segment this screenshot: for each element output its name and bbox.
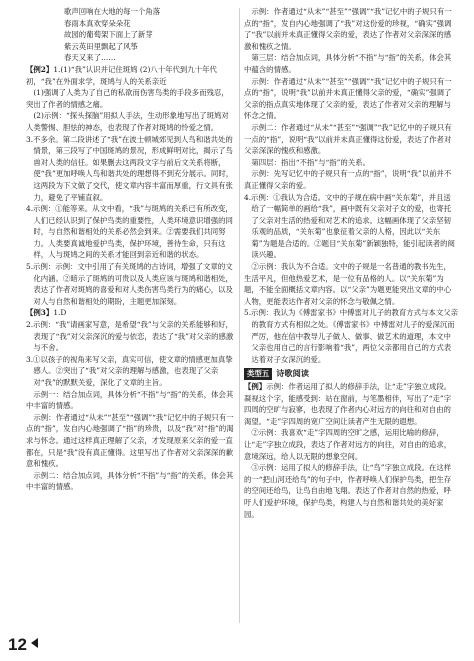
- answer-paragraph: 4.示例：①我认为合适。文中的子规在病中画“关东菊”，并且送给了一幅简单的画给“我”，画中既有父亲对子女的爱，也寄托了父亲对生活的热爱和对艺术的追求。这幅画体现了父亲坚韧乐观的品质，“关东菊”也象征着父亲的人格，因此以“关东菊”为题是合适的。②题目“关东菊”新颖独特，能引起读者的阅读兴趣。: [244, 192, 455, 260]
- example-2-tag: 【例2】: [26, 64, 54, 74]
- answer-paragraph: 示例：先写记忆中的子规只有一点的“指”，说明“我”以前并不真正懂得父亲的爱。: [244, 169, 452, 190]
- answer-paragraph: ③示例：运用了拟人的修辞手法，让“鸟”字独立成段。在这样的一“把山河还给鸟”的句子中，作者呼唤人们保护鸟类，把生存的空间还给鸟，让鸟自由地飞翔。表达了作者对自然的热爱，呼吁人们爱护环境，保护鸟类，构建人与自然和谐共处的美好家园。: [244, 463, 452, 519]
- answer-paragraph: 5.示例：我认为《傅雷家书》中傅雷对儿子的教育方式与本文父亲的教育方式有相似之处。《傅雷家书》中傅雷对儿子的爱深沉而严厉，他在信中教导儿子做人、做事、做艺术的道理，本文中父亲也用自己的言行影响着“我”，两位父亲都用自己的方式表达着对子女深沉的爱。: [244, 308, 458, 364]
- column-divider: [239, 8, 240, 623]
- right-column: [244, 6, 458, 520]
- answer-paragraph: 示例：作者通过“从未”“甚至”“强调”“我”记忆中的子规只有一点的“指”，发自内心地强调了“我”对这份爱的珍视，“确实”强调了“我”以前并未真正懂得父亲的爱，表达了作者对父亲深深的感激和愧疚之情。: [244, 7, 452, 51]
- example-2-answers: [26, 64, 236, 87]
- poem-line: 故园的葡萄架下面上了新芽: [64, 30, 153, 40]
- section-heading: [244, 368, 458, 380]
- answer-paragraph: ②示例：我喜欢“走”字四周的空旷之感，运用比喻的修辞，让“走”字独立成段，表达了作者对远方的向往，对自由的追求，意境深远，给人以无限的想象空间。: [244, 428, 452, 461]
- answer-paragraph: 示例：作者运用了拟人的修辞手法，让“走”字独立成段。凝视这个字，能感受到：站在窗前，与笔墨相伴，写出了“走”字四周的空旷与寂寥，也表现了作者内心对远方的向往和对自由的渴望。“走”字四周的宽广空间让读者产生无限的遐想。: [244, 382, 452, 426]
- answer-paragraph: 示例：作者通过“从未”“甚至”“强调”“我”记忆中的子规只有一点的“指”，说明“我”以前并未真正懂得父亲的爱，“确实”强调了父亲的指点真实地体现了父亲的爱，表达了作者对父亲的理解与怀念之情。: [244, 76, 452, 121]
- answer-paragraph: 示例一：结合加点词，具体分析“不指”与“指”的关系，体会其中丰富的情感。: [26, 389, 234, 411]
- page-number: 12: [8, 635, 27, 654]
- poem-line: 歌声回响在大地的每一个角落: [64, 7, 161, 16]
- answer-paragraph: (2)示例：“探头探脑”用拟人手法，生动形象地写出了斑鸠对人类警惕、胆怯的神态，也表现了作者对斑鸠的怜爱之情。: [26, 111, 229, 132]
- answer-paragraph: 示例二：作者通过“从未”“甚至”“强调”“我”记忆中的子规只有一点的“指”，说明“我”以前并未真正懂得这份爱，表达了作者对父亲深深的愧疚和感激。: [244, 122, 452, 156]
- answer-paragraph: 3.不多余。第二段讲述了“我”在波士顿城郊见到人鸟和谐共处的情景，第三段写了中国斑鸠的景况，形成鲜明对比，揭示了鸟兽对人类的信任。如果删去这两段文字与前后文关系将断，使“我”更加呼唤人鸟和谐共处的理想得不到充分展示。同时，这两段为下文做了交代，使文章内容丰富而厚重，行文具有张力，避免了平铺直叙。: [26, 134, 234, 202]
- answer-paragraph: 示例二：结合加点词，具体分析“不指”与“指”的关系，体会其中丰富的情感。: [26, 470, 234, 492]
- answer-paragraph: 第三层：结合加点词，具体分析“不指”与“指”的关系，体会其中蕴含的情感。: [244, 53, 452, 74]
- answer-paragraph: 5.示例：示例：文中引用了有关斑鸠的古诗词，增强了文章的文化内涵。②暗示了斑鸠的可贵以及人类应该与斑鸠和谐相处，表达了作者对斑鸠的喜爱和对人类伤害鸟类行为的痛心，以及对人与自然和谐相处的期盼，主题更加深刻。: [26, 262, 233, 306]
- section-badge: 类型五: [244, 368, 272, 380]
- example-3-tag: 【例3】: [26, 308, 54, 318]
- example-answers: [244, 381, 458, 427]
- example-tag: 【例】: [244, 382, 267, 391]
- answer-paragraph: (1)强调了人类为了自己的私欲而伤害鸟类的手段多而残忍，突出了作者的情感之痛。: [26, 88, 229, 109]
- poem-line: 春天又来了……: [64, 53, 116, 63]
- answer-paragraph: 1.(1)“我”认识并记住斑鸠 (2)八十年代到九十年代初，“我”在外面求学，斑鸠与人的关系亲近: [26, 64, 217, 86]
- answer-paragraph: 第四层：指出“不指”与“指”的关系。: [251, 157, 370, 167]
- answer-paragraph: 1.D: [53, 308, 67, 318]
- poem-line: 春雨本真欢穿朵朵花: [64, 18, 131, 28]
- page-footer: [8, 635, 38, 655]
- left-column: [26, 6, 236, 493]
- section-title: 诗歌阅读: [276, 368, 309, 379]
- answer-paragraph: 2.示例：“我”请画家写意，是希望“我”与父亲的关系能够和好，表现了“我”对父亲深沉的爱与依恋，表达了“我”对父亲的感激与不舍。: [26, 320, 234, 353]
- poem-excerpt: [26, 6, 236, 64]
- left-arrow-icon: [31, 638, 38, 648]
- answer-paragraph: 示例：作者通过“从未”“甚至”“强调”“我”记忆中的子规只有一点的“指”，发自内心地强调了“指”的珍贵，以及“我”对“指”的渴求与怀念。通过这样真正理解了父亲，才发现原来父亲的爱一直都在，只是“我”没有真正懂得。这里写出了作者对父亲深深的歉意和愧疚。: [26, 412, 234, 469]
- example-3-answers: [26, 307, 236, 319]
- poem-line: 紫云英田里飘起了风筝: [64, 41, 138, 51]
- answer-paragraph: ②示例：我认为不合适。文中的子规是一名普通的教书先生，生活平凡，但他热爱艺术，是一位有品格的人。以“关东菊”为题，不能全面概括文章内容。以“父亲”为题更能突出文章的中心人物，更能表达作者对父亲的怀念与敬佩之情。: [244, 262, 452, 306]
- answer-paragraph: 4.示例：①能等来。从文中看，“我”与斑鸠的关系已有所改变，人们已经认识到了保护鸟类的重要性，人类环境意识增强的同时，与自然和谐相处的关系必然会到来。②需要我们共同努力。人类要真诚地爱护鸟类，保护环境，善待生命，只有这样，人与斑鸠之间的关系才能回到亲近和谐的状态。: [26, 204, 233, 260]
- answer-paragraph: 3.①以孩子的视角来写父亲，真实可信，使文章的情感更加真挚感人。②突出了“我”对父亲的理解与感激，也表现了父亲对“我”的默默关爱，深化了文章的主旨。: [26, 354, 233, 387]
